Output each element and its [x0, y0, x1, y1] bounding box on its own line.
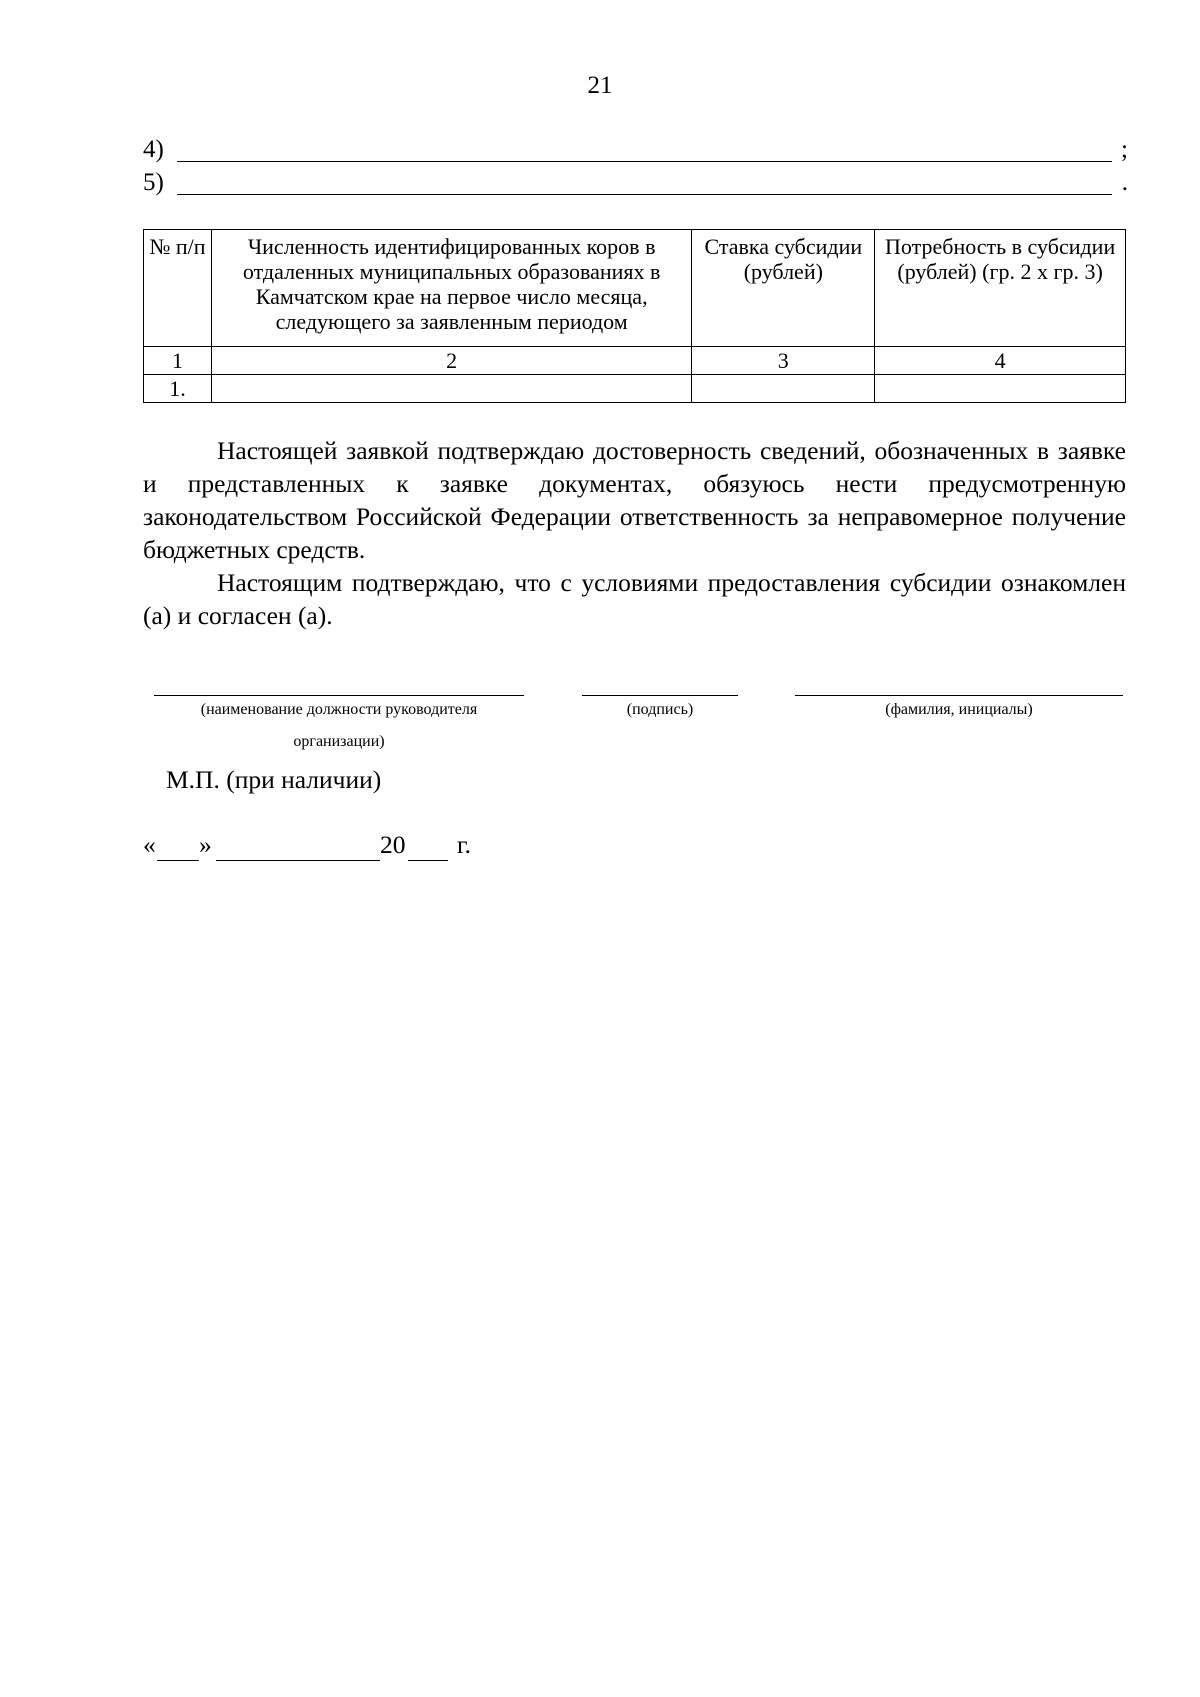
- table-cell: [875, 375, 1126, 403]
- header-subsidy-need: Потребность в субсидии (рублей) (гр. 2 х гр. 3): [875, 230, 1126, 347]
- item-number: 4): [143, 136, 164, 163]
- blank-line-4: [143, 136, 1128, 166]
- column-number: 3: [692, 347, 875, 375]
- date-open-quote: «: [143, 830, 156, 859]
- subsidy-table: [143, 229, 1126, 403]
- agreement-paragraph: Настоящим подтверждаю, что с условиями предоставления субсидии ознакомлен (а) и согласен (а).: [143, 568, 1126, 630]
- item-number: 5): [143, 169, 164, 196]
- line-punctuation: ;: [1121, 136, 1128, 163]
- column-number: 2: [211, 347, 691, 375]
- name-signature-line: [795, 695, 1123, 696]
- name-caption: (фамилия, инициалы): [885, 701, 1033, 718]
- page-number: 21: [587, 72, 613, 99]
- table-cell: [692, 375, 875, 403]
- header-subsidy-rate: Ставка субсидии (рублей): [692, 230, 875, 347]
- position-caption-continued: организации): [293, 733, 385, 750]
- position-caption: (наименование должности руководителя: [200, 701, 478, 718]
- confirmation-paragraph: Настоящей заявкой подтверждаю достоверность сведений, обозначенных в заявке и представленных к заявке документах, обязуюсь нести предусмотренную законодательством Российской Федерации ответственность за неправомерное получение бюджетных средств.: [143, 436, 1126, 564]
- table-header-row: [144, 230, 1126, 347]
- header-number: № п/п: [144, 230, 212, 347]
- year-prefix: 20: [380, 830, 406, 859]
- day-blank: [157, 860, 199, 861]
- fill-in-line: [177, 161, 1112, 162]
- signature-line: [582, 695, 738, 696]
- year-suffix: г.: [457, 830, 471, 859]
- month-blank: [216, 860, 380, 861]
- stamp-placeholder: М.П. (при наличии): [166, 765, 382, 794]
- column-number: 1: [144, 347, 212, 375]
- column-number: 4: [875, 347, 1126, 375]
- column-number-row: [144, 347, 1126, 375]
- header-cow-count: Численность идентифицированных коров в отдаленных муниципальных образованиях в Камчатском крае на первое число месяца, следующего за заявленным периодом: [211, 230, 691, 347]
- line-punctuation: .: [1121, 169, 1128, 196]
- table-cell: 1.: [144, 375, 212, 403]
- year-blank: [408, 860, 448, 861]
- position-signature-line: [154, 695, 524, 696]
- signature-caption: (подпись): [626, 701, 694, 718]
- blank-line-5: [143, 169, 1128, 199]
- table-row: [144, 375, 1126, 403]
- table-cell: [211, 375, 691, 403]
- fill-in-line: [177, 194, 1112, 195]
- date-close-quote: »: [199, 830, 212, 859]
